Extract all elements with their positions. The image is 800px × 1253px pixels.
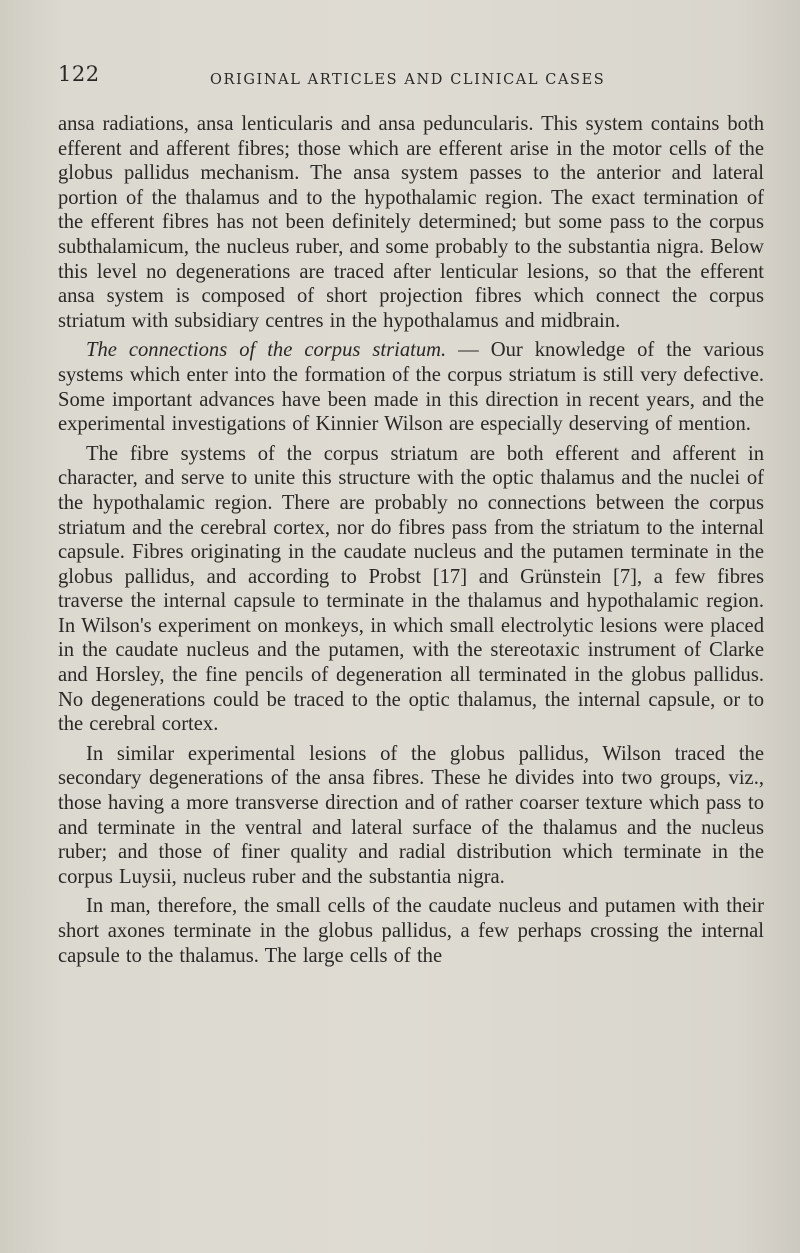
paragraph-connections xyxy=(58,338,764,436)
section-title: The connections of the corpus striatum. xyxy=(86,339,447,362)
paragraph-fibre-systems: The fibre systems of the corpus striatum are both efferent and afferent in character, and serve to unite this structure with the optic thalamus and the nuclei of the hypothalamic region. There are probably no connections between the corpus striatum and the cerebral cortex, nor do fibres pass from the striatum to the internal capsule. Fibres originating in the caudate nucleus and the putamen terminate in the globus pallidus, and according to Probst [17] and Grünstein [7], a few fibres traverse the internal capsule to terminate in the thalamus and hypothalamic region. In Wilson's experiment on monkeys, in which small electrolytic lesions were placed in the caudate nucleus and the putamen, with the stereotaxic instrument of Clarke and Horsley, the fine pencils of degeneration all terminated in the globus pallidus. No degenerations could be traced to the optic thalamus, the internal capsule, or to the cerebral cortex. xyxy=(58,442,764,736)
paragraph-in-man: In man, therefore, the small cells of the caudate nucleus and putamen with their short axones terminate in the globus pallidus, a few perhaps crossing the internal capsule to the thalamus. The large cells of the xyxy=(58,895,764,967)
page-header xyxy=(58,62,758,92)
body-text xyxy=(58,112,764,968)
paragraph-similar-lesions: In similar experimental lesions of the globus pallidus, Wilson traced the secondary degenerations of the ansa fibres. These he divides into two groups, viz., those having a more transverse direction and of rather coarser texture which pass to and terminate in the ventral and lateral surface of the thalamus and the nucleus ruber; and those of finer quality and radial distribution which terminate in the corpus Luysii, nucleus ruber and the substantia nigra. xyxy=(58,742,764,888)
paragraph-connections-text: — Our knowledge of the various systems which enter into the formation of the corpus striatum is still very defective. Some important advances have been made in this direction in recent years, and the experimental investigations of Kinnier Wilson are especially deserving of mention. xyxy=(58,339,764,436)
running-head: ORIGINAL ARTICLES AND CLINICAL CASES xyxy=(210,72,606,88)
page-number: 122 xyxy=(58,62,100,86)
paragraph-continuation: ansa radiations, ansa lenticularis and ansa peduncularis. This system contains both efferent and afferent fibres; those which are efferent arise in the motor cells of the globus pallidus mechanism. The ansa system passes to the anterior and lateral portion of the thalamus and to the hypothalamic region. The exact termination of the efferent fibres has not been definitely determined; but some pass to the corpus subthalamicum, the nucleus ruber, and some probably to the substantia nigra. Below this level no degenerations are traced after lenticular lesions, so that the efferent ansa system is composed of short projection fibres which connect the corpus striatum with subsidiary centres in the hypothalamus and midbrain. xyxy=(58,113,764,332)
